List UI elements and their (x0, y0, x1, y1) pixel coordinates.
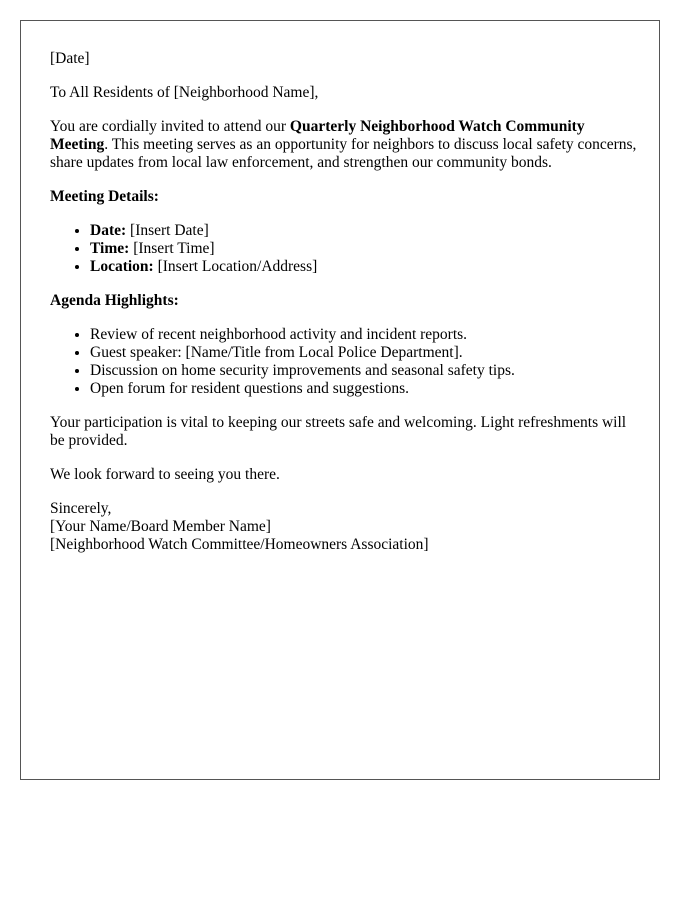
agenda-item: • Open forum for resident questions and suggestions. (90, 380, 640, 398)
detail-item-location (90, 258, 640, 276)
agenda-item: • Guest speaker: [Name/Title from Local Police Department]. (90, 344, 640, 362)
closing-line: We look forward to seeing you there. (50, 466, 280, 483)
signer-organization: [Neighborhood Watch Committee/Homeowners Association] (50, 536, 429, 553)
participation-paragraph: Your participation is vital to keeping our streets safe and welcoming. Light refreshments will be provided. (50, 414, 627, 449)
agenda-heading-text: Agenda Highlights: (50, 292, 179, 309)
letter-body (50, 50, 640, 554)
intro-text-after: . This meeting serves as an opportunity for neighbors to discuss local safety concerns, share updates from local law enforcement, and strengthen our community bonds. (50, 136, 637, 171)
letter-page (20, 20, 660, 780)
detail-value: [Insert Location/Address] (153, 258, 318, 275)
agenda-item: • Review of recent neighborhood activity and incident reports. (90, 326, 640, 344)
detail-label: Date: (90, 222, 127, 239)
letter-salutation: To All Residents of [Neighborhood Name], (50, 84, 319, 101)
signoff-text: Sincerely, (50, 500, 112, 517)
signature-block (50, 500, 640, 554)
signer-name: [Your Name/Board Member Name] (50, 518, 271, 535)
detail-item-date (90, 222, 640, 240)
details-heading (50, 188, 640, 206)
agenda-list (50, 326, 640, 398)
letter-date: [Date] (50, 50, 90, 67)
details-list (50, 222, 640, 276)
detail-label: Location: (90, 258, 154, 275)
details-heading-text: Meeting Details: (50, 188, 159, 205)
detail-label: Time: (90, 240, 130, 257)
meeting-name: Quarterly Neighborhood Watch Community Meeting (50, 118, 585, 153)
agenda-heading (50, 292, 640, 310)
detail-item-time (90, 240, 640, 258)
detail-value: [Insert Time] (129, 240, 215, 257)
intro-paragraph (50, 118, 640, 172)
intro-text-before: You are cordially invited to attend our (50, 118, 290, 135)
agenda-item: • Discussion on home security improvements and seasonal safety tips. (90, 362, 640, 380)
detail-value: [Insert Date] (126, 222, 209, 239)
